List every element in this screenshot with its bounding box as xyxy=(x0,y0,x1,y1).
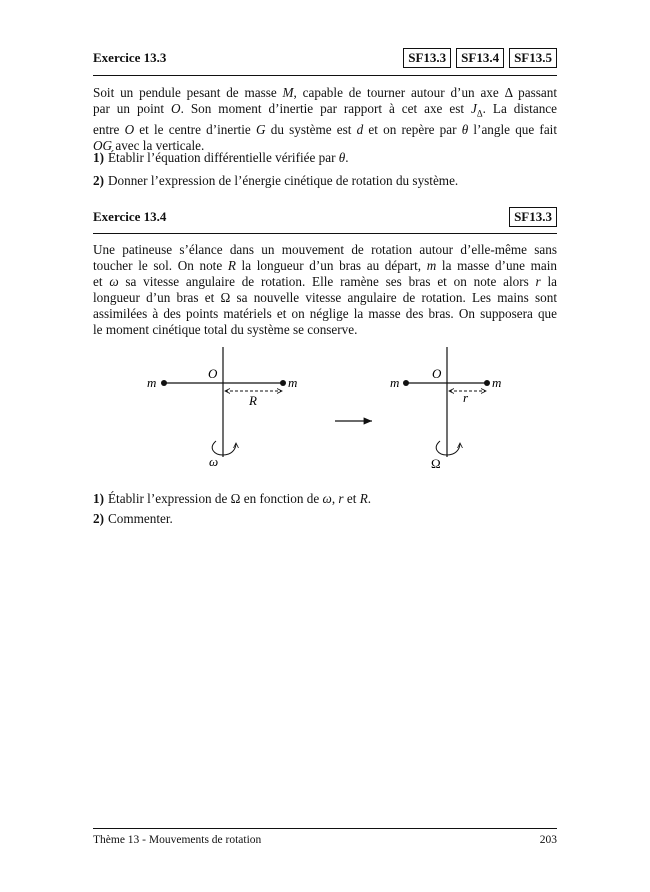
skill-badge: SF13.5 xyxy=(509,48,557,68)
mass-point xyxy=(161,380,167,386)
skill-badge: SF13.3 xyxy=(403,48,451,68)
math-symbol: G xyxy=(256,121,266,137)
mass-label: m xyxy=(390,375,400,390)
math-symbol: J xyxy=(471,101,477,116)
text-run: , capable de tourner autour d’un axe Δ passant xyxy=(293,85,557,100)
text-run: sa vitesse angulaire de rotation. Elle ramène ses bras et on note alors xyxy=(118,274,536,289)
text-run: le moment cinétique total du système se conserve. xyxy=(93,322,358,337)
text-run: la masse d’une main xyxy=(436,258,558,273)
text-run: et on repère par xyxy=(363,121,462,137)
text-run: par un point xyxy=(93,101,172,116)
text-run: la xyxy=(540,274,557,289)
text-run: Établir l’équation différentielle vérifiée par xyxy=(108,150,339,165)
skill-badge: SF13.4 xyxy=(456,48,504,68)
question-number: 2) xyxy=(93,511,104,526)
mass-point xyxy=(280,380,286,386)
math-symbol: d xyxy=(356,121,364,137)
length-label: r xyxy=(463,390,469,405)
math-symbol: θ xyxy=(461,121,469,137)
question-number: 1) xyxy=(93,150,104,165)
question-number: 2) xyxy=(93,173,104,188)
page-number: 203 xyxy=(539,834,557,846)
mass-label: m xyxy=(147,375,157,390)
exercise-title: Exercice 13.4 xyxy=(93,209,167,224)
text-run: du système est xyxy=(265,121,357,137)
skill-badge: SF13.3 xyxy=(509,207,557,227)
math-symbol: OG xyxy=(93,137,113,153)
initial-state-diagram xyxy=(147,347,297,469)
math-symbol: M xyxy=(282,85,294,100)
mass-label: m xyxy=(288,375,298,390)
math-symbol: ω xyxy=(109,274,119,289)
final-state-diagram xyxy=(390,347,501,471)
question-1 xyxy=(93,491,371,507)
text-run: longueur d’un bras et Ω sa nouvelle vitesse angulaire de rotation. Les mains sont xyxy=(93,290,557,305)
text-run: Soit un pendule pesant de masse xyxy=(93,85,283,100)
origin-label: O xyxy=(432,366,442,381)
text-run: l’angle que fait xyxy=(468,121,558,137)
math-symbol: ω xyxy=(322,491,332,506)
text-run: toucher le sol. On note xyxy=(93,258,228,273)
text-run: Une patineuse s’élance dans un mouvement de rotation autour d’elle-même sans xyxy=(93,242,557,257)
rotation-arrow xyxy=(436,441,460,455)
math-symbol: Δ xyxy=(476,108,483,119)
footer-rule xyxy=(93,828,557,829)
text-run: Établir l’expression de Ω en fonction de xyxy=(108,491,323,506)
length-label: R xyxy=(249,393,257,408)
math-symbol: R xyxy=(227,258,236,273)
mass-label: m xyxy=(492,375,502,390)
question-2 xyxy=(93,511,173,527)
rotation-arrow xyxy=(212,441,236,455)
math-symbol: r xyxy=(535,274,541,289)
math-symbol: m xyxy=(426,258,437,273)
text-run: et xyxy=(343,491,360,506)
mass-point xyxy=(403,380,409,386)
text-run: Commenter. xyxy=(108,511,173,526)
text-run: entre xyxy=(93,121,125,137)
text-run: . xyxy=(345,150,349,165)
footer xyxy=(93,834,557,846)
math-symbol: O xyxy=(171,101,181,116)
text-run: et xyxy=(93,274,110,289)
text-run: avec la verticale. xyxy=(112,137,205,153)
text-run: et le centre d’inertie xyxy=(134,121,256,137)
text-run: , xyxy=(331,491,339,506)
math-symbol: R xyxy=(359,491,368,506)
math-symbol: r xyxy=(338,491,344,506)
text-run: Donner l’expression de l’énergie cinétique de rotation du système. xyxy=(108,173,459,188)
math-symbol: O xyxy=(124,121,135,137)
footer-chapter: Thème 13 - Mouvements de rotation xyxy=(93,834,262,846)
exercise-title: Exercice 13.3 xyxy=(93,50,167,65)
text-run: . La distance xyxy=(482,101,557,116)
omega-label: ω xyxy=(209,454,219,469)
text-run: . xyxy=(367,491,372,506)
text-run: . Son moment d’inertie par rapport à cet axe est xyxy=(180,101,471,116)
omega-label: Ω xyxy=(431,456,441,471)
question-number: 1) xyxy=(93,491,104,506)
math-symbol: θ xyxy=(338,150,346,165)
text-run: assimilées à des points matériels et on néglige la masse des bras. On supposera que xyxy=(93,306,557,321)
origin-label: O xyxy=(208,366,218,381)
mass-point xyxy=(484,380,490,386)
text-run: la longueur d’un bras au départ, xyxy=(235,258,427,273)
